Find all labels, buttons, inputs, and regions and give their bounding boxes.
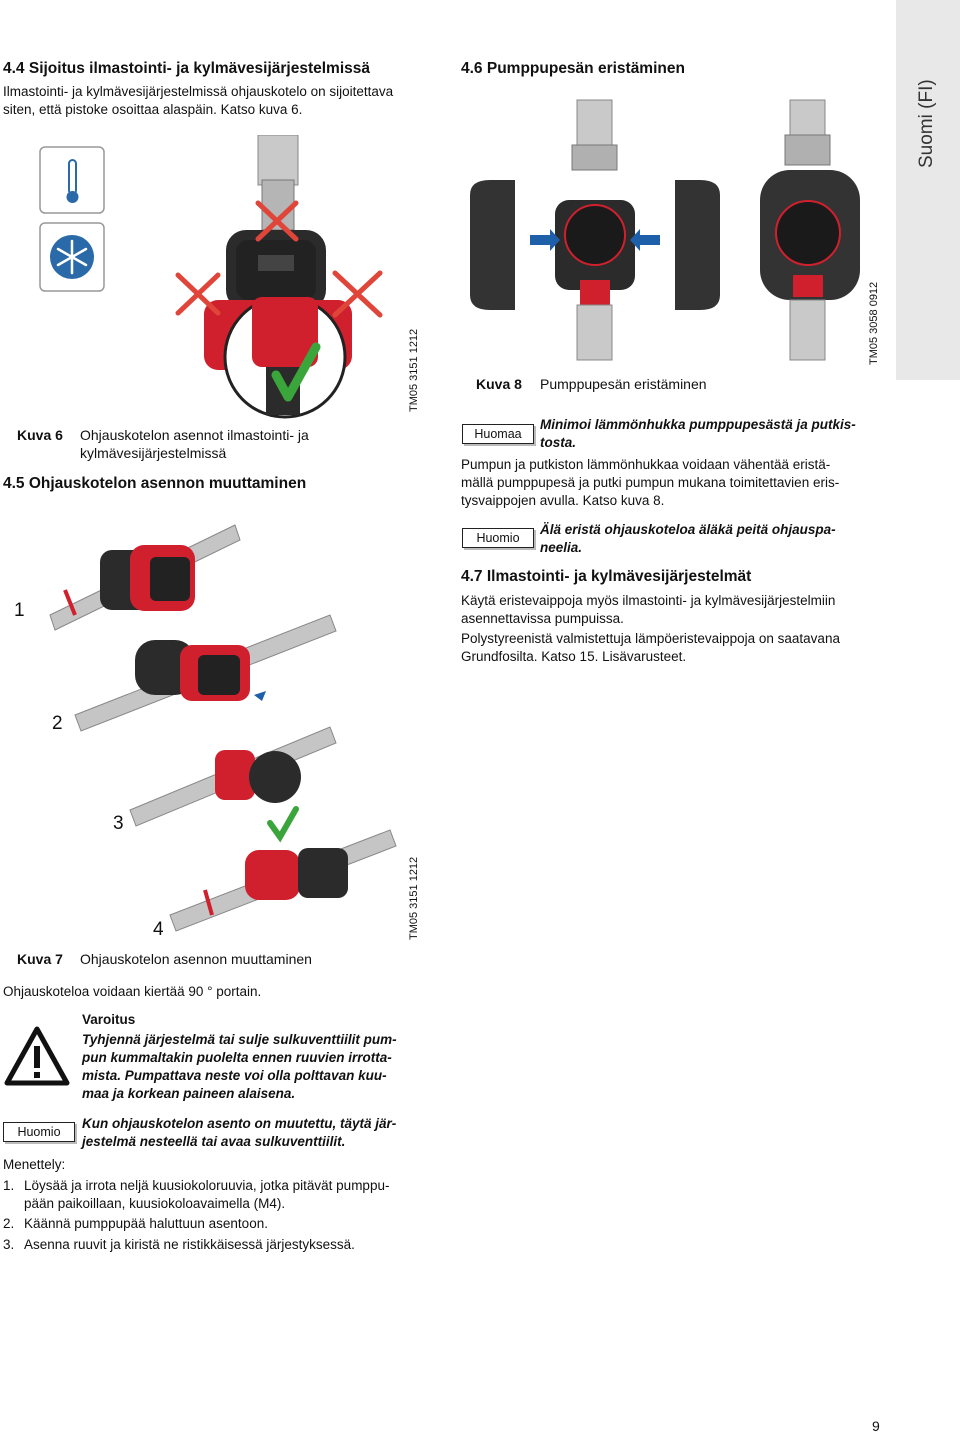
heat-loss-line: mällä pumppupesä ja putki pumpun mukana toimitettavien eris- — [461, 475, 840, 490]
procedure-step-number: 1. — [3, 1178, 15, 1193]
paragraph-line: Grundfosilta. Katso 15. Lisävarusteet. — [461, 649, 687, 664]
huomio-tag-right: Huomio — [462, 528, 534, 548]
step-number-4: 4 — [153, 919, 164, 940]
huomio-text-right — [540, 521, 836, 557]
thermometer-icon — [40, 147, 104, 213]
huomaa-tag: Huomaa — [462, 424, 534, 444]
section-4-4-line1: Ilmastointi- ja kylmävesijärjestelmissä ohjauskotelo on sijoitettava — [3, 84, 394, 99]
rotate-info: Ohjauskoteloa voidaan kiertää 90 ° portain. — [3, 984, 262, 999]
huomio-text-left — [82, 1115, 396, 1151]
heat-loss-line: tysvaippojen avulla. Katso kuva 8. — [461, 493, 665, 508]
section-4-4-line2: siten, että pistoke osoittaa alaspäin. Katso kuva 6. — [3, 102, 303, 117]
procedure-step-number: 2. — [3, 1216, 15, 1231]
section-4-4-heading: 4.4 Sijoitus ilmastointi- ja kylmävesijärjestelmissä — [3, 60, 371, 77]
language-sidebar — [896, 0, 960, 380]
procedure-step-number: 3. — [3, 1237, 15, 1252]
huomio-line: jestelmä nesteellä tai avaa sulkuventtiilit. — [82, 1134, 346, 1149]
pump-insulated — [760, 100, 860, 360]
procedure-list — [3, 1177, 443, 1257]
figure-7-label: Kuva 7 — [17, 951, 63, 967]
language-label: Suomi (FI) — [916, 79, 937, 168]
figure-6-code: TM05 3151 1212 — [408, 328, 420, 412]
step-3-pump — [130, 727, 336, 837]
step-number-3: 3 — [113, 813, 124, 834]
section-4-6-heading: 4.6 Pumppupesän eristäminen — [461, 60, 685, 77]
procedure-step-3 — [3, 1236, 443, 1257]
warning-line: mista. Pumpattava neste voi olla polttavan kuu- — [82, 1068, 387, 1083]
warning-title: Varoitus — [82, 1012, 136, 1027]
figure-6-caption-line1: Ohjauskotelon asennot ilmastointi- ja — [80, 427, 309, 443]
paragraph-line: asennettavissa pumpuissa. — [461, 611, 624, 626]
section-4-5-heading: 4.5 Ohjauskotelon asennon muuttaminen — [3, 475, 307, 492]
warning-icon — [4, 1026, 70, 1086]
warning-text — [82, 1031, 397, 1103]
warning-line: Tyhjennä järjestelmä tai sulje sulkuventtiilit pum- — [82, 1032, 397, 1047]
cross-mark-right — [335, 273, 380, 315]
huomaa-line: Minimoi lämmönhukka pumppupesästä ja putkis- — [540, 417, 856, 432]
step-1-pump — [50, 525, 240, 630]
figure-6-caption-line2: kylmävesijärjestelmissä — [80, 445, 227, 461]
section-4-7-paragraph-1 — [461, 592, 835, 628]
figure-8-caption: Pumppupesän eristäminen — [540, 376, 707, 392]
figure-8-illustration — [460, 95, 880, 370]
procedure-step-text: Asenna ruuvit ja kiristä ne ristikkäisessä järjestyksessä. — [24, 1237, 355, 1252]
paragraph-line: Polystyreenistä valmistettuja lämpöeristevaippoja on saatavana — [461, 631, 840, 646]
step-2-pump — [75, 615, 336, 731]
step-number-2: 2 — [52, 713, 63, 734]
huomio-line: neelia. — [540, 540, 583, 555]
step-number-1: 1 — [14, 600, 25, 621]
heat-loss-paragraph — [461, 456, 839, 510]
figure-7-caption: Ohjauskotelon asennon muuttaminen — [80, 951, 312, 967]
huomio-tag-left: Huomio — [3, 1122, 75, 1142]
figure-7-code: TM05 3151 1212 — [408, 856, 420, 940]
procedure-step-text: Käännä pumppupää haluttuun asentoon. — [24, 1216, 268, 1231]
pump-open — [470, 100, 720, 360]
figure-8-code: TM05 3058 0912 — [868, 281, 880, 365]
procedure-label: Menettely: — [3, 1157, 66, 1172]
huomio-line: Kun ohjauskotelon asento on muutettu, täytä jär- — [82, 1116, 397, 1131]
procedure-step-2 — [3, 1215, 443, 1236]
warning-line: pun kummaltakin puolelta ennen ruuvien irrotta- — [82, 1050, 392, 1065]
procedure-step-text-cont: pään paikoillaan, kuusiokoloavaimella (M4). — [24, 1196, 286, 1211]
paragraph-line: Käytä eristevaippoja myös ilmastointi- ja kylmävesijärjestelmiin — [461, 593, 836, 608]
huomaa-line: tosta. — [540, 435, 577, 450]
procedure-step-text: Löysää ja irrota neljä kuusiokoloruuvia, jotka pitävät pumppu- — [24, 1178, 390, 1193]
figure-8-label: Kuva 8 — [476, 376, 522, 392]
figure-6-illustration — [30, 135, 400, 420]
figure-6-label: Kuva 6 — [17, 427, 63, 443]
page-number: 9 — [872, 1418, 880, 1434]
heat-loss-line: Pumpun ja putkiston lämmönhukkaa voidaan vähentää eristä- — [461, 457, 831, 472]
figure-7-illustration — [30, 505, 405, 945]
procedure-step-1 — [3, 1177, 443, 1213]
huomaa-text — [540, 416, 856, 452]
warning-line: maa ja korkean paineen alaisena. — [82, 1086, 296, 1101]
snowflake-icon — [40, 223, 104, 291]
cross-mark-left — [178, 275, 218, 313]
huomio-line: Älä eristä ohjauskoteloa äläkä peitä ohjauspa- — [540, 522, 836, 537]
section-4-7-paragraph-2 — [461, 630, 840, 666]
step-4-pump — [170, 830, 396, 931]
section-4-7-heading: 4.7 Ilmastointi- ja kylmävesijärjestelmät — [461, 568, 752, 585]
